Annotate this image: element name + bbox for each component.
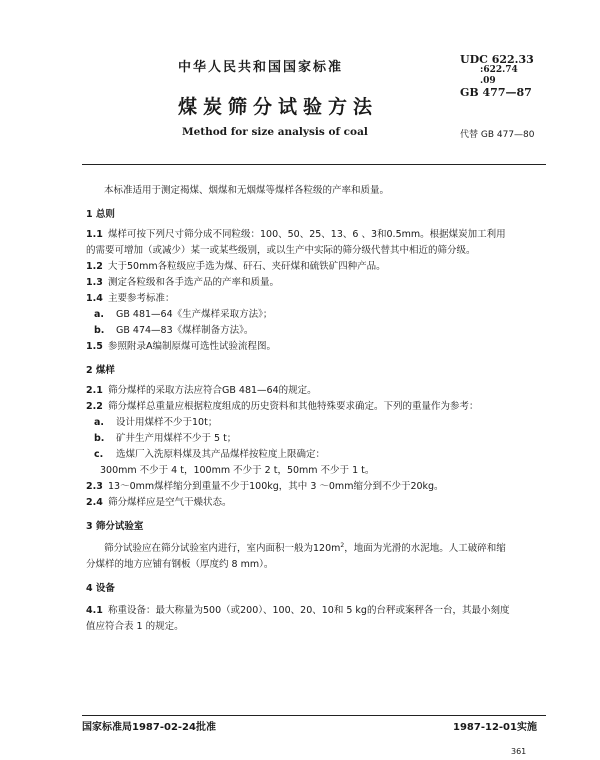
item-label: c. (94, 449, 104, 460)
replaces-standard: 代替 GB 477—80 (460, 130, 535, 140)
item-text: GB 474—83《煤样制备方法》。 (116, 325, 254, 336)
clause-number: 1.1 (86, 229, 103, 240)
header-divider (82, 164, 546, 165)
clause-number: 1.3 (86, 277, 103, 288)
area-unit-exponent: 2 (340, 541, 345, 549)
issuing-organization: 中华人民共和国国家标准 (178, 60, 344, 75)
clause-text: 筛分煤样总重量应根据粒度组成的历史资料和其他特殊要求确定。下列的重量作为参考： (108, 401, 479, 412)
udc-code-2: :622.74 (480, 65, 518, 75)
clause-text: 13～0mm煤样缩分到重量不少于100kg，其中 3 ～0mm缩分到不少于20kg。 (108, 481, 444, 492)
clause-2-2 (86, 398, 479, 412)
scope-statement: 本标准适用于测定褐煤、烟煤和无烟煤等煤样各粒级的产率和质量。 (104, 185, 390, 196)
clause-text: 筛分煤样的采取方法应符合GB 481—64的规定。 (108, 385, 317, 396)
clause-1-2 (86, 258, 386, 272)
sample-item-b (94, 430, 236, 444)
sample-item-c (94, 446, 325, 460)
clause-number: 2.2 (86, 401, 103, 412)
classification-codes (460, 54, 534, 98)
clause-1-1 (86, 226, 506, 240)
lab-requirements-cont: 分煤样的地方应铺有钢板（厚度约 8 mm）。 (86, 559, 274, 570)
udc-code-3: .09 (480, 76, 496, 86)
page-number: 361 (511, 747, 527, 756)
section-1-heading: 1 总则 (86, 209, 115, 220)
standard-number: GB 477—87 (460, 86, 532, 99)
clause-text: 大于50mm各粒级应手选为煤、矸石、夹矸煤和硫铁矿四种产品。 (108, 261, 386, 272)
item-text: 设计用煤样不少于10t； (116, 417, 218, 428)
section-4-heading: 4 设备 (86, 583, 115, 594)
reference-b (94, 322, 253, 336)
lab-text: 筛分试验应在筛分试验室内进行，室内面积一般为120m (104, 543, 341, 554)
clause-number: 1.2 (86, 261, 103, 272)
item-label: a. (94, 309, 105, 320)
udc-code: UDC 622.33 (460, 53, 534, 66)
clause-text: 参照附录A编制原煤可选性试验流程图。 (108, 341, 276, 352)
clause-text: 测定各粒级和各手选产品的产率和质量。 (108, 277, 280, 288)
approval-date: 国家标准局1987-02-24批准 (82, 722, 216, 733)
clause-4-1-cont: 值应符合表 1 的规定。 (86, 621, 184, 632)
sample-item-a (94, 414, 217, 428)
clause-1-3 (86, 274, 279, 288)
clause-1-5 (86, 338, 276, 352)
item-text: 选煤厂入洗原料煤及其产品煤样按粒度上限确定： (116, 449, 326, 460)
lab-requirements (104, 540, 506, 554)
section-3-heading: 3 筛分试验室 (86, 521, 144, 532)
clause-1-4 (86, 290, 175, 304)
clause-text: 称重设备：最大称量为500（或200）、100、20、10和 5 kg的台秤或案秤各一台，其最小刻度 (108, 605, 510, 616)
item-text: GB 481—64《生产煤样采取方法》； (116, 309, 273, 320)
document-title: 煤炭筛分试验方法 (178, 96, 379, 118)
clause-number: 2.3 (86, 481, 103, 492)
clause-2-4 (86, 494, 232, 508)
clause-number: 1.4 (86, 293, 103, 304)
lab-text-end: ，地面为光滑的水泥地。人工破碎和缩 (344, 543, 506, 554)
document-title-english: Method for size analysis of coal (182, 126, 368, 138)
reference-a (94, 306, 272, 320)
effective-date: 1987-12-01实施 (453, 722, 537, 733)
clause-2-1 (86, 382, 317, 396)
clause-text: 煤样可按下列尺寸筛分成不同粒级：100、50、25、13、6 、3和0.5mm。根据煤炭加工利用 (108, 229, 506, 240)
item-label: a. (94, 417, 105, 428)
clause-2-3 (86, 478, 444, 492)
clause-1-1-cont: 的需要可增加（或减少）某一或某些级别，或以生产中实际的筛分级代替其中相近的筛分级。 (86, 245, 476, 256)
item-text: 矿井生产用煤样不少于 5 t； (116, 433, 237, 444)
clause-number: 4.1 (86, 605, 103, 616)
clause-number: 1.5 (86, 341, 103, 352)
clause-number: 2.4 (86, 497, 103, 508)
clause-number: 2.1 (86, 385, 103, 396)
clause-text: 筛分煤样应是空气干燥状态。 (108, 497, 232, 508)
clause-text: 主要参考标准： (108, 293, 175, 304)
section-2-heading: 2 煤样 (86, 365, 115, 376)
footer-divider (82, 715, 546, 716)
clause-4-1 (86, 602, 509, 616)
sample-item-c-detail: 300mm 不少于 4 t，100mm 不少于 2 t，50mm 不少于 1 t。 (100, 465, 375, 476)
item-label: b. (94, 325, 105, 336)
item-label: b. (94, 433, 105, 444)
